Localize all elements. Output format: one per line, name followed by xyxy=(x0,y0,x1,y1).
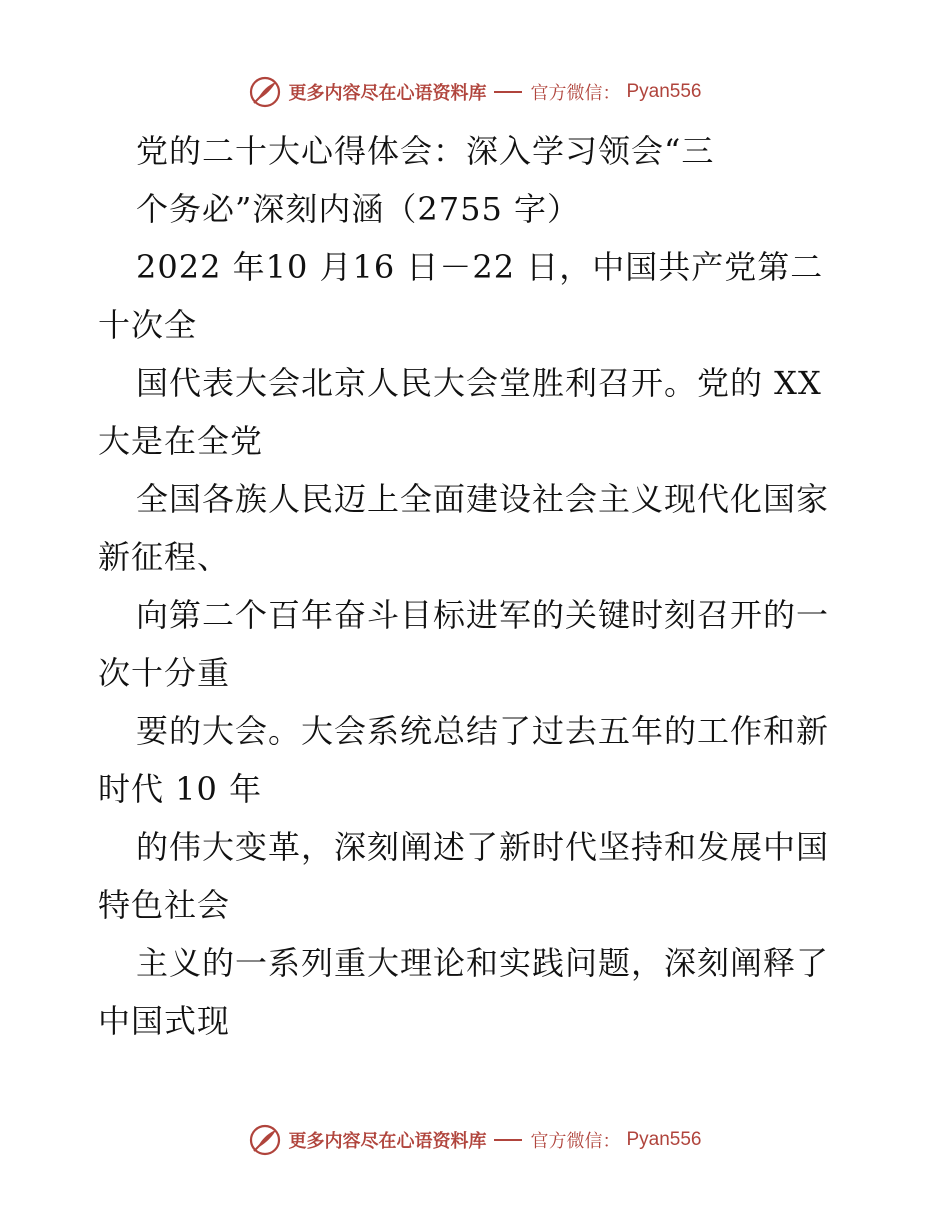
paragraph-line: 十次全 xyxy=(98,306,198,344)
footer-banner xyxy=(0,1118,950,1162)
paragraph-line: 国代表大会北京人民大会堂胜利召开。党的 XX xyxy=(136,364,822,402)
paragraph-line: 主义的一系列重大理论和实践问题，深刻阐释了 xyxy=(136,944,830,982)
banner-title: 更多内容尽在心语资料库 xyxy=(288,83,487,104)
banner-title: 更多内容尽在心语资料库 xyxy=(288,1131,487,1152)
banner-divider xyxy=(494,91,522,93)
banner-wechat-label: 官方微信： xyxy=(530,83,621,104)
paragraph-line: 大是在全党 xyxy=(98,422,264,460)
paragraph-line: 全国各族人民迈上全面建设社会主义现代化国家 xyxy=(136,480,830,518)
doc-title-line-2: 个务必”深刻内涵（2755 字） xyxy=(136,190,580,228)
feather-pen-logo-icon xyxy=(248,75,282,109)
paragraph-line: 新征程、 xyxy=(98,538,231,576)
feather-pen-logo-icon xyxy=(248,1123,282,1157)
banner-divider xyxy=(494,1139,522,1141)
document-body xyxy=(98,122,858,1050)
paragraph-line: 中国式现 xyxy=(98,1002,231,1040)
paragraph-line: 次十分重 xyxy=(98,654,231,692)
paragraph-line: 的伟大变革，深刻阐述了新时代坚持和发展中国 xyxy=(136,828,830,866)
doc-title-line-1: 党的二十大心得体会：深入学习领会“三 xyxy=(136,132,715,170)
banner-wechat-id: Pyan556 xyxy=(626,1129,702,1150)
paragraph-line: 特色社会 xyxy=(98,886,231,924)
header-banner xyxy=(0,70,950,114)
paragraph-line: 时代 10 年 xyxy=(98,770,263,808)
paragraph-line: 要的大会。大会系统总结了过去五年的工作和新 xyxy=(136,712,830,750)
paragraph-line: 2022 年10 月16 日－22 日，中国共产党第二 xyxy=(136,248,824,286)
paragraph-line: 向第二个百年奋斗目标进军的关键时刻召开的一 xyxy=(136,596,830,634)
banner-wechat-label: 官方微信： xyxy=(530,1131,621,1152)
banner-wechat-id: Pyan556 xyxy=(626,81,702,102)
